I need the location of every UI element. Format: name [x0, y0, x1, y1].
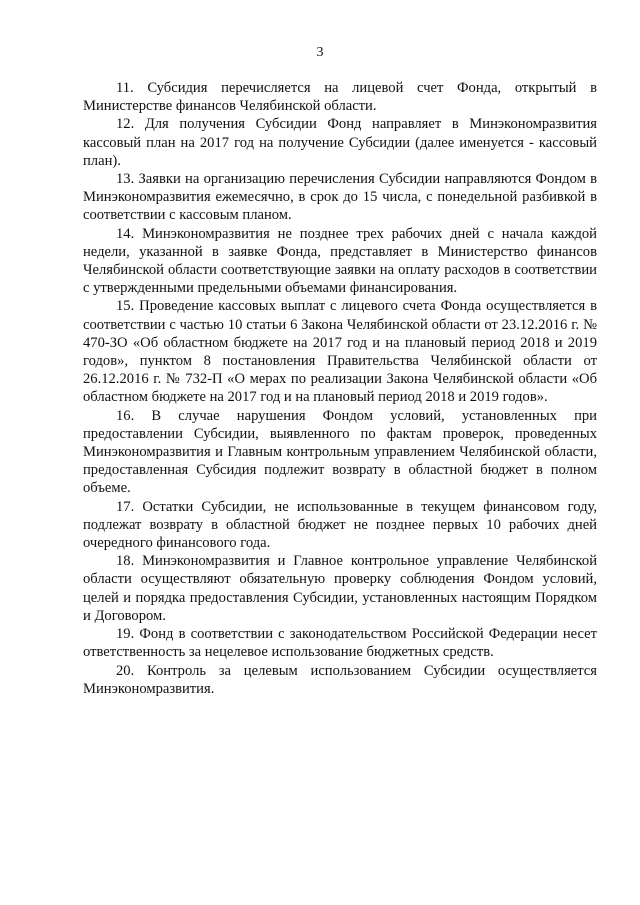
paragraph-12: 12. Для получения Субсидии Фонд направляет в Минэкономразвития кассовый план на 2017 год на получение Субсидии (далее именуется - кассовый план).	[83, 116, 597, 169]
page-number: 3	[316, 45, 324, 60]
paragraph-14: 14. Минэкономразвития не позднее трех рабочих дней с начала каждой недели, указанной в заявке Фонда, представляет в Министерство финансов Челябинской области соответствующие заявки на оплату расходов в соответствии с утвержденными предельными объемами финансирования.	[83, 225, 597, 297]
paragraph-11: 11. Субсидия перечисляется на лицевой счет Фонда, открытый в Министерстве финансов Челябинской области.	[83, 80, 597, 115]
paragraph-20: 20. Контроль за целевым использованием Субсидии осуществляется Минэкономразвития.	[83, 662, 597, 697]
paragraph-13: 13. Заявки на организацию перечисления Субсидии направляются Фондом в Минэкономразвития ежемесячно, в срок до 15 числа, с понедельной разбивкой в соответствии с кассовым планом.	[83, 171, 597, 224]
paragraph-19: 19. Фонд в соответствии с законодательством Российской Федерации несет ответственность за нецелевое использование бюджетных средств.	[83, 626, 597, 661]
paragraph-16: 16. В случае нарушения Фондом условий, установленных при предоставлении Субсидии, выявленного по фактам проверок, проведенных Минэкономразвития и Главным контрольным управлением Челябинской области, предоставленная Субсидия подлежит возврату в областной бюджет в полном объеме.	[83, 407, 597, 497]
paragraph-17: 17. Остатки Субсидии, не использованные в текущем финансовом году, подлежат возврату в областной бюджет не позднее первых 10 рабочих дней очередного финансового года.	[83, 498, 597, 552]
paragraph-18: 18. Минэкономразвития и Главное контрольное управление Челябинской области осуществляют обязательную проверку соблюдения Фондом условий, целей и порядка предоставления Субсидии, установленных настоящим Порядком и Договором.	[83, 553, 597, 624]
document-body	[83, 79, 597, 698]
paragraph-15: 15. Проведение кассовых выплат с лицевого счета Фонда осуществляется в соответствии с частью 10 статьи 6 Закона Челябинской области от 23.12.2016 г. № 470-ЗО «Об областном бюджете на 2017 год и на плановый период 2018 и 2019 годов», пунктом 8 постановления Правительства Челябинской области от 26.12.2016 г. № 732-П «О мерах по реализации Закона Челябинской области «Об областном бюджете на 2017 год и на плановый период 2018 и 2019 годов».	[83, 298, 597, 406]
